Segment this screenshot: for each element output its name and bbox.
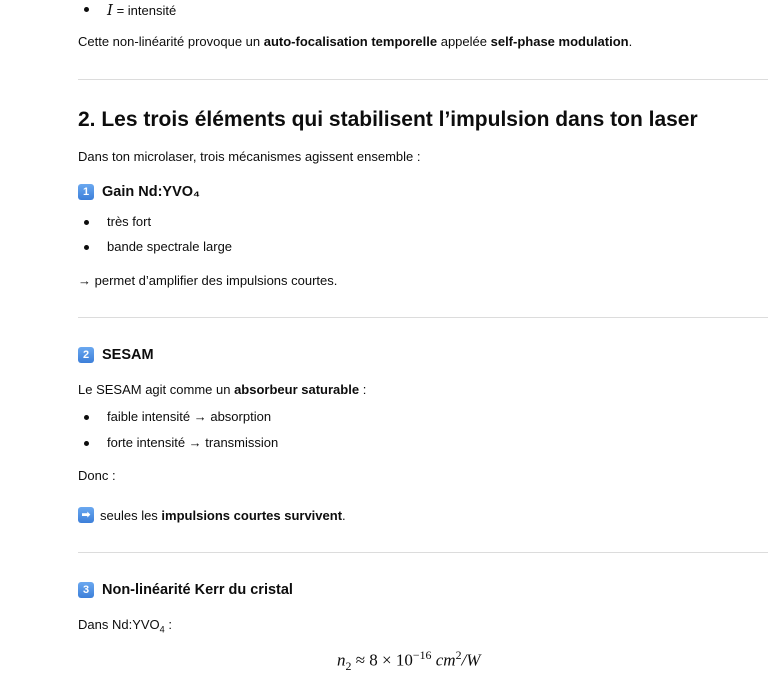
divider: [78, 317, 768, 318]
divider: [78, 79, 768, 80]
subheading-gain: [78, 184, 200, 200]
section-heading: 2. Les trois éléments qui stabilisent l’impulsion dans ton laser: [78, 108, 698, 131]
text: Cette non-linéarité provoque un: [78, 34, 264, 49]
list-item: [90, 214, 151, 229]
subheading-sesam: [78, 347, 154, 363]
text: :: [164, 617, 172, 632]
paragraph: [78, 617, 172, 635]
text: .: [342, 507, 346, 523]
subheading-text: Gain Nd:YVO₄: [102, 184, 200, 200]
bullet-text: faible intensité → absorption: [107, 409, 272, 424]
paragraph: [78, 34, 632, 49]
paragraph: [78, 507, 346, 523]
bullet-text: très fort: [107, 214, 152, 229]
bullet-text: forte intensité → transmission: [107, 435, 279, 450]
math: cm: [435, 650, 456, 670]
list-item: [90, 239, 232, 254]
arrow-right-icon: ➡: [78, 507, 94, 523]
math: 2: [455, 648, 462, 662]
text: appelée: [437, 34, 491, 49]
divider: [78, 552, 768, 553]
list-item: [90, 409, 271, 424]
bold-text: impulsions courtes survivent: [161, 507, 343, 523]
bullet-text: bande spectrale large: [107, 239, 233, 254]
subheading-text: SESAM: [102, 347, 154, 363]
keycap-1-icon: 1: [78, 184, 94, 200]
bold-text: absorbeur saturable: [234, 382, 360, 397]
paragraph: Donc :: [78, 468, 116, 483]
bullet-text: = intensité: [116, 3, 177, 18]
subheading-text: Non-linéarité Kerr du cristal: [102, 582, 293, 598]
subscript: 4: [159, 624, 165, 635]
text: Le SESAM agit comme un: [78, 382, 235, 397]
list-item: [90, 435, 278, 450]
text: :: [359, 382, 367, 397]
keycap-3-icon: 3: [78, 582, 94, 598]
text: .: [628, 34, 633, 49]
paragraph: Dans ton microlaser, trois mécanismes agissent ensemble :: [78, 149, 421, 164]
text: seules les: [100, 507, 162, 523]
bold-text: self-phase modulation: [490, 34, 629, 49]
paragraph: → permet d’amplifier des impulsions courtes.: [78, 273, 338, 288]
math: −16: [412, 648, 432, 662]
list-item: [90, 1, 176, 19]
math: n: [337, 650, 346, 670]
text: Dans Nd:YVO: [78, 617, 160, 632]
keycap-2-icon: 2: [78, 347, 94, 363]
math: ≈ 8 × 10: [351, 650, 413, 670]
math: 2: [345, 659, 352, 674]
math-variable: I: [107, 1, 113, 19]
subheading-kerr: [78, 582, 293, 598]
kerr-formula: [337, 648, 480, 674]
paragraph: [78, 382, 366, 397]
bold-text: auto-focalisation temporelle: [263, 34, 438, 49]
math: /W: [461, 650, 481, 670]
